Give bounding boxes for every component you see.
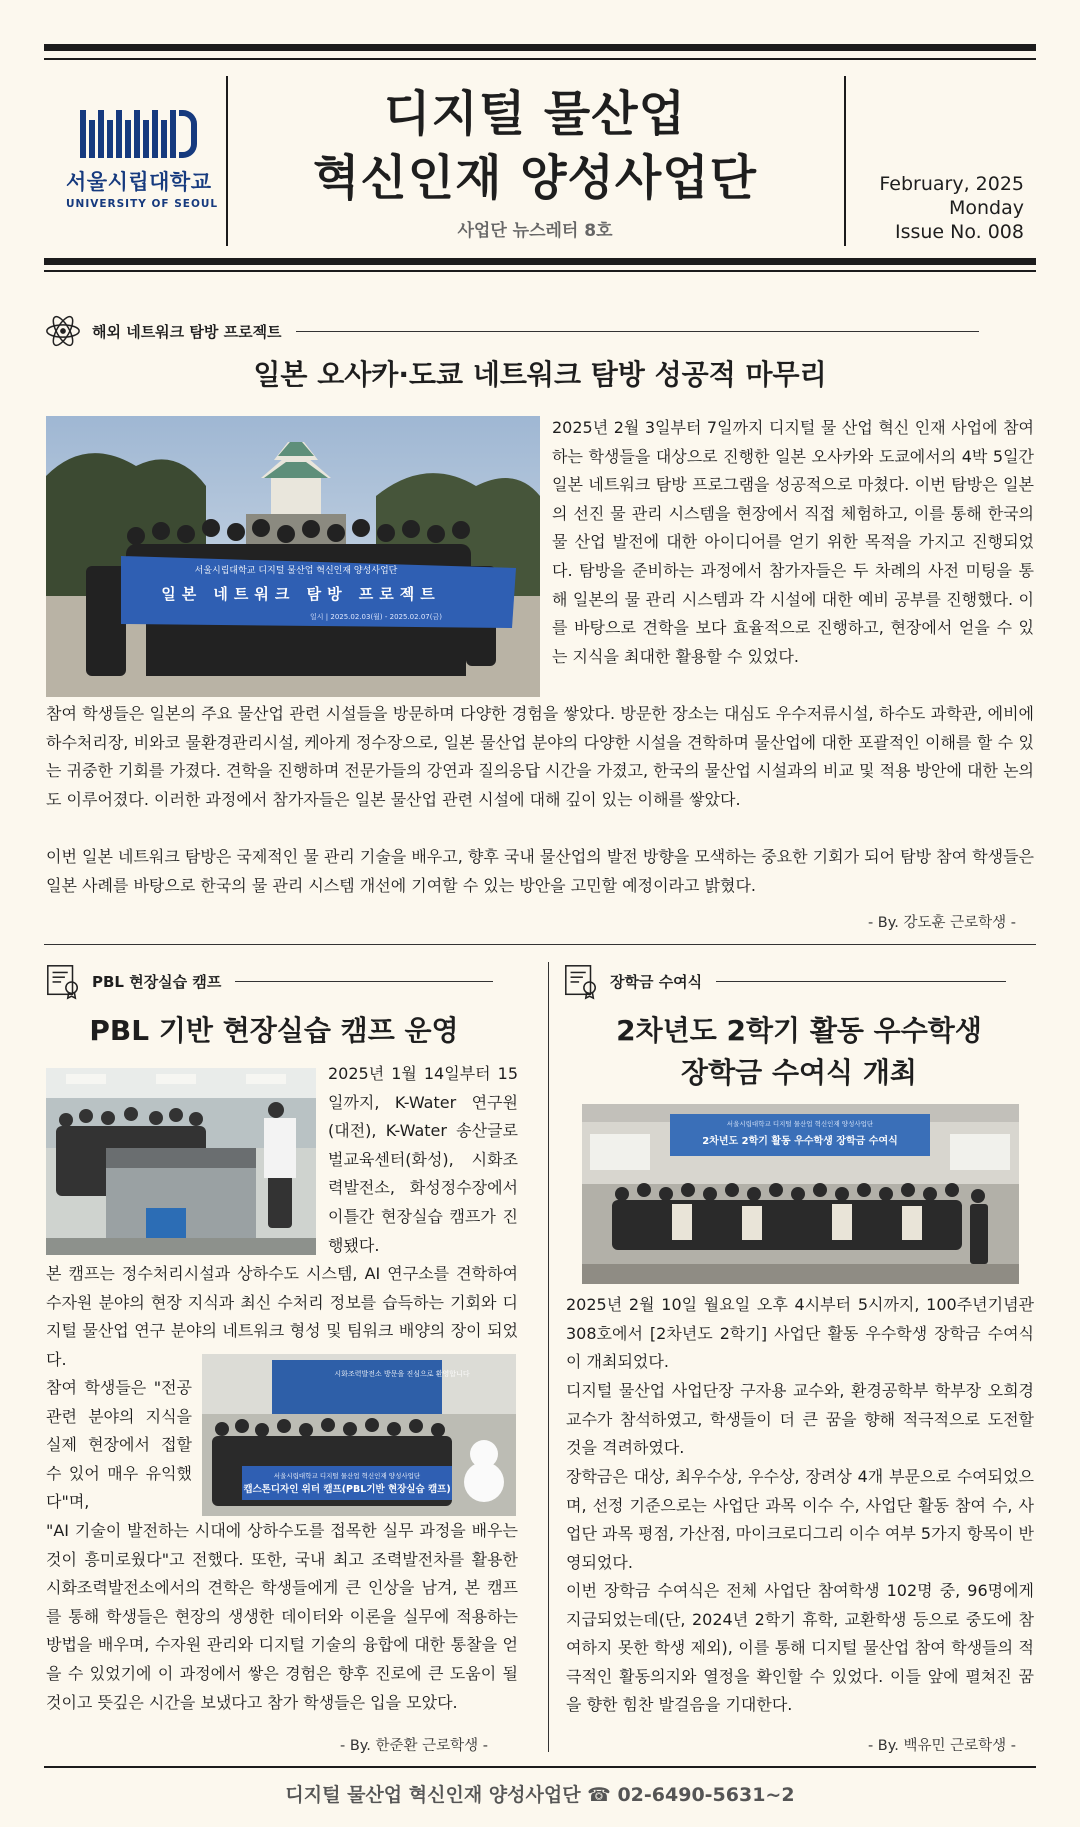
issue-info — [879, 172, 1024, 244]
article2-para1: 2025년 1월 14일부터 15일까지, K-Water 연구원(대전), K-Water 송산글로벌교육센터(화성), 시화조력발전소, 화성정수장에서 이틀간 현장실습 캠프가 진행됐다. — [328, 1064, 518, 1255]
issue-date: February, 2025 — [879, 173, 1024, 195]
photo-japan-group — [46, 416, 540, 697]
section-tag-network — [44, 312, 1010, 350]
logo-korean: 서울시립대학교 — [66, 170, 212, 194]
photo-scholarship-ceremony — [582, 1104, 1019, 1284]
logo-english: UNIVERSITY OF SEOUL — [66, 198, 219, 210]
article3-para1: 2025년 2월 10일 월요일 오후 4시부터 5시까지, 100주년기념관 308호에서 [2차년도 2학기] 사업단 활동 우수학생 장학금 수여식이 개최되었다. — [566, 1295, 1034, 1372]
certificate-icon — [44, 962, 82, 1000]
top-rule-thin — [44, 58, 1036, 60]
masthead-bottom-rule — [44, 258, 1036, 265]
section-line — [296, 331, 979, 332]
section-divider — [44, 944, 1036, 945]
banner-top: 시화조력발전소 방문을 진심으로 환영합니다 — [334, 1370, 470, 1378]
masthead-subtitle: 사업단 뉴스레터 8호 — [457, 221, 613, 241]
issue-number: Issue No. 008 — [894, 221, 1024, 243]
article3-para3: 장학금은 대상, 최우수상, 우수상, 장려상 4개 부문으로 수여되었으며, 선정 기준으로는 사업단 과목 이수 수, 사업단 활동 참여 수, 사업단 과목 평점, 가산점, 마이크로디그리 이수 여부 5가지 항목이 반영되었다. — [566, 1467, 1034, 1572]
masthead-title-line2: 혁신인재 양성사업단 — [312, 150, 758, 206]
banner-line3: 일시 | 2025.02.03(월) - 2025.02.07(금) — [310, 613, 442, 621]
certificate-icon — [562, 962, 600, 1000]
section-label: 장학금 수여식 — [610, 972, 703, 991]
article3-byline: - By. 백유민 근로학생 - — [867, 1738, 1016, 1754]
column-divider — [548, 962, 549, 1752]
article3-para4: 이번 장학금 수여식은 전체 사업단 참여학생 102명 중, 96명에게 지급되었는데(단, 2024년 2학기 휴학, 교환학생 등으로 중도에 참여하지 못한 학생 제외), 이를 통해 디지털 물산업 참여 학생들의 적극적인 활동의지와 열정을 확인할 수 있었다. 이들 앞에 펼쳐진 꿈을 향한 힘찬 발걸음을 기대한다. — [566, 1581, 1034, 1715]
section-line — [716, 981, 1006, 982]
photo-pbl-lab — [46, 1068, 316, 1255]
article1-para3: 이번 일본 네트워크 탐방은 국제적인 물 관리 기술을 배우고, 향후 국내 물산업의 발전 방향을 모색하는 중요한 기회가 되어 탐방 참여 학생들은 일본 사례를 바탕으로 한국의 물 관리 시스템 개선에 기여할 수 있는 방안을 고민할 예정이라고 밝혔다. — [46, 847, 1034, 895]
section-label: 해외 네트워크 탐방 프로젝트 — [92, 322, 282, 341]
article1-byline: - By. 강도훈 근로학생 - — [867, 915, 1016, 931]
banner-line2: 일본 네트워크 탐방 프로젝트 — [161, 585, 441, 603]
masthead-title-line1: 디지털 물산업 — [384, 86, 686, 142]
banner-line1: 서울시립대학교 디지털 물산업 혁신인재 양성사업단 — [273, 1472, 421, 1480]
section-tag-scholarship — [562, 962, 1036, 1000]
section-tag-pbl — [44, 962, 504, 1000]
photo-pbl-group — [202, 1354, 516, 1516]
university-logo — [66, 110, 226, 210]
article1-para2: 참여 학생들은 일본의 주요 물산업 관련 시설들을 방문하며 다양한 경험을 쌓았다. 방문한 장소는 대심도 우수저류시설, 하수도 과학관, 에비에 하수처리장, 비와코 물환경관리시설, 케아게 정수장으로, 일본 물산업 분야의 다양한 시설을 견학하며 물산업에 대한 포괄적인 이해를 할 수 있는 귀중한 기회를 가졌다. 견학을 진행하며 전문가들의 강연과 질의응답 시간을 가졌고, 한국의 물산업 시설과의 비교 및 적용 방안에 대한 논의도 이루어졌다. 이러한 과정에서 참가자들은 일본 물산업 관련 시설에 대해 깊이 있는 이해를 쌓았다. — [46, 704, 1034, 809]
article2-para3: 참여 학생들은 "전공 관련 분야의 지식을 실제 현장에서 접할 수 있어 매우 유익했다"며, — [46, 1378, 192, 1512]
article3-headline-line1: 2차년도 2학기 활동 우수학생 — [616, 1014, 982, 1047]
screen-title: 서울시립대학교 디지털 물산업 혁신인재 양성사업단 — [726, 1120, 874, 1128]
article2-byline: - By. 한준환 근로학생 - — [340, 1738, 489, 1754]
atom-icon — [44, 312, 82, 350]
article2-headline: PBL 기반 현장실습 캠프 운영 — [89, 1014, 459, 1047]
section-label: PBL 현장실습 캠프 — [92, 972, 222, 991]
footer-contact: 디지털 물산업 혁신인재 양성사업단 ☎ 02-6490-5631~2 — [285, 1784, 795, 1806]
masthead-bottom-rule-thin — [44, 270, 1036, 272]
banner-line1: 서울시립대학교 디지털 물산업 혁신인재 양성사업단 — [194, 566, 398, 576]
masthead-divider-right — [844, 76, 846, 246]
masthead-divider-left — [226, 76, 228, 246]
article2-para4: "AI 기술이 발전하는 시대에 상하수도를 접목한 실무 과정을 배우는 것이 흥미로웠다"고 전했다. 또한, 국내 최고 조력발전차를 활용한 시화조력발전소에서의 견학은 학생들에게 큰 인상을 남겨, 본 캠프를 통해 학생들은 현장의 생생한 데이터와 이론을 실무에 적용하는 방법을 배우며, 수자원 관리와 디지털 기술의 융합에 대한 통찰을 얻을 수 있었기에 이 과정에서 쌓은 경험은 향후 진로에 큰 도움이 될 것이고 뜻깊은 시간을 보냈다고 참가 학생들은 입을 모았다. — [46, 1521, 518, 1712]
article2-para2: 본 캠프는 정수처리시설과 상하수도 시스템, AI 연구소를 견학하여 수자원 분야의 현장 지식과 최신 수처리 정보를 습득하는 기회와 디지털 물산업 연구 분야의 네트워크 형성 및 팀워크 배양의 장이 되었다. — [46, 1264, 518, 1369]
footer-rule — [44, 1766, 1036, 1768]
screen-main: 2차년도 2학기 활동 우수학생 장학금 수여식 — [702, 1136, 898, 1147]
article1-para1: 2025년 2월 3일부터 7일까지 디지털 물 산업 혁신 인재 사업에 참여하는 학생들을 대상으로 진행한 일본 오사카와 도쿄에서의 4박 5일간 일본 네트워크 탐방 프로그램을 성공적으로 마쳤다. 이번 탐방은 일본의 선진 물 관리 시스템을 현장에서 직접 체험하고, 이를 통해 한국의 물 산업 발전에 대한 아이디어를 얻기 위한 목적을 가지고 진행되었다. 탐방을 준비하는 과정에서 참가자들은 두 차례의 사전 미팅을 통해 일본의 물 관리 시스템과 각 시설에 대한 예비 공부를 진행했다. 이를 바탕으로 견학을 보다 효율적으로 진행하고, 현장에서 얻을 수 있는 지식을 최대한 활용할 수 있었다. — [552, 418, 1034, 666]
issue-weekday: Monday — [948, 197, 1024, 219]
article3-headline — [562, 1010, 1036, 1094]
article3-para2: 디지털 물산업 사업단장 구자용 교수와, 환경공학부 학부장 오희경 교수가 참석하였고, 학생들이 더 큰 꿈을 향해 적극적으로 도전할 것을 격려하였다. — [566, 1381, 1034, 1458]
section-line — [235, 981, 493, 982]
top-rule — [44, 44, 1036, 51]
masthead-title-block — [234, 82, 836, 241]
article1-headline: 일본 오사카·도쿄 네트워크 탐방 성공적 마무리 — [253, 358, 827, 391]
masthead — [44, 76, 1036, 246]
article3-headline-line2: 장학금 수여식 개최 — [681, 1056, 917, 1089]
logo-mark-icon — [80, 110, 226, 158]
banner-line2: 캡스톤디자인 위터 캠프(PBL기반 현장실습 캠프) — [243, 1484, 451, 1495]
